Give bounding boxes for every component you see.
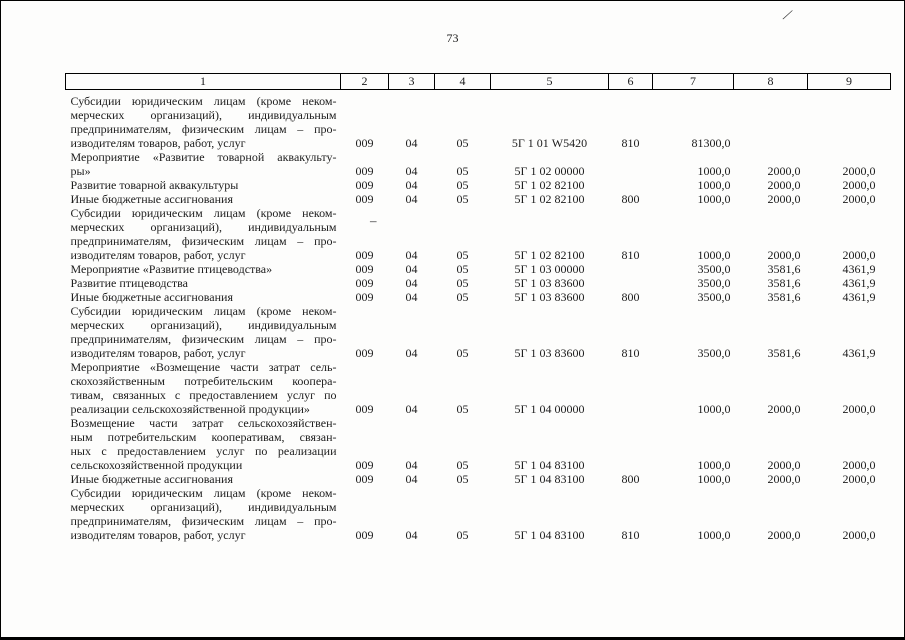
row-cell-col2: 009 bbox=[355, 248, 374, 262]
row-cell-col7: 1000,0 bbox=[697, 402, 731, 416]
row-cell-col5: 5Г 1 02 82100 bbox=[514, 178, 585, 192]
row-name-line: мерческих организаций), индивидуальным bbox=[70, 220, 337, 234]
column-header-4: 4 bbox=[435, 74, 491, 90]
table-row bbox=[66, 486, 891, 542]
row-cell-col4: 05 bbox=[456, 178, 469, 192]
column-header-5: 5 bbox=[491, 74, 609, 90]
row-cell-col3: 04 bbox=[405, 528, 418, 542]
row-cell-col6: 800 bbox=[621, 192, 640, 206]
row-cell-col7: 3500,0 bbox=[697, 290, 731, 304]
row-cell-col8: 2000,0 bbox=[767, 178, 801, 192]
column-header-1: 1 bbox=[66, 74, 341, 90]
row-name-line: Субсидии юридическим лицам (кроме неком- bbox=[70, 486, 337, 500]
row-cell-col6 bbox=[609, 178, 653, 192]
row-cell-col3: 04 bbox=[405, 276, 418, 290]
row-cell-col4: 05 bbox=[456, 528, 469, 542]
row-name-line: изводителям товаров, работ, услуг bbox=[70, 528, 246, 542]
row-cell-col9: 2000,0 bbox=[842, 402, 876, 416]
row-name-cell bbox=[66, 206, 341, 262]
row-name-line: Иные бюджетные ассигнования bbox=[70, 290, 233, 304]
row-cell-col4: 05 bbox=[456, 248, 469, 262]
row-cell-col7: 1000,0 bbox=[697, 164, 731, 178]
row-name-line: Развитие птицеводства bbox=[70, 276, 188, 290]
row-name-cell bbox=[66, 90, 341, 151]
row-cell-col6: 810 bbox=[621, 346, 640, 360]
row-name-line: предпринимателям, физическим лицам – про- bbox=[70, 122, 337, 136]
row-name-cell bbox=[66, 360, 341, 416]
row-name-cell bbox=[66, 472, 341, 486]
row-cell-col7: 1000,0 bbox=[697, 472, 731, 486]
row-cell-col9: 2000,0 bbox=[842, 248, 876, 262]
row-cell-col2: 009 bbox=[355, 262, 374, 276]
row-name-line: реализации сельскохозяйственной продукции» bbox=[70, 402, 310, 416]
table-row bbox=[66, 360, 891, 416]
column-header-8: 8 bbox=[734, 74, 808, 90]
row-cell-col7: 1000,0 bbox=[697, 458, 731, 472]
table-row bbox=[66, 304, 891, 360]
table-row bbox=[66, 472, 891, 486]
row-cell-col2: 009 bbox=[355, 164, 374, 178]
row-cell-col7: 1000,0 bbox=[697, 528, 731, 542]
row-cell-col8: 2000,0 bbox=[767, 248, 801, 262]
row-name-cell bbox=[66, 178, 341, 192]
row-cell-col9: 2000,0 bbox=[842, 458, 876, 472]
pen-tick-mark: ∕ bbox=[784, 6, 791, 25]
row-cell-col8: 3581,6 bbox=[767, 346, 801, 360]
row-name-line: предпринимателям, физическим лицам – про- bbox=[70, 514, 337, 528]
row-cell-col9: 2000,0 bbox=[842, 528, 876, 542]
row-cell-col7: 3500,0 bbox=[697, 262, 731, 276]
row-name-line: ных с предоставлением услуг по реализации bbox=[70, 444, 337, 458]
row-cell-col3: 04 bbox=[405, 178, 418, 192]
table-header-row bbox=[66, 74, 891, 90]
row-cell-col7: 1000,0 bbox=[697, 178, 731, 192]
row-cell-col5: 5Г 1 03 83600 bbox=[514, 290, 585, 304]
row-cell-col4: 05 bbox=[456, 164, 469, 178]
row-name-line: ры» bbox=[70, 164, 91, 178]
row-name-cell bbox=[66, 192, 341, 206]
row-name-cell bbox=[66, 486, 341, 542]
table-row bbox=[66, 206, 891, 262]
row-name-cell bbox=[66, 150, 341, 178]
row-cell-col5: 5Г 1 03 83600 bbox=[514, 346, 585, 360]
row-cell-col8: 2000,0 bbox=[767, 192, 801, 206]
row-cell-col3: 04 bbox=[405, 136, 418, 150]
row-name-line: Возмещение части затрат сельскохозяйствен- bbox=[70, 416, 337, 430]
row-name-cell bbox=[66, 290, 341, 304]
row-cell-col4: 05 bbox=[456, 290, 469, 304]
row-cell-col9: 4361,9 bbox=[842, 290, 876, 304]
row-name-line: мерческих организаций), индивидуальным bbox=[70, 108, 337, 122]
row-cell-col4: 05 bbox=[456, 472, 469, 486]
row-cell-col8: 3581,6 bbox=[767, 262, 801, 276]
row-name-cell bbox=[66, 276, 341, 290]
table-row bbox=[66, 262, 891, 276]
row-cell-col9: 2000,0 bbox=[842, 472, 876, 486]
row-cell-col4: 05 bbox=[456, 192, 469, 206]
row-cell-col9: 2000,0 bbox=[842, 178, 876, 192]
table-row bbox=[66, 276, 891, 290]
row-cell-col5: 5Г 1 02 00000 bbox=[514, 164, 585, 178]
row-cell-col2: 009 bbox=[355, 458, 374, 472]
row-cell-col8: 2000,0 bbox=[767, 528, 801, 542]
row-cell-col6 bbox=[609, 150, 653, 178]
row-cell-col5: 5Г 1 01 W5420 bbox=[511, 136, 588, 150]
row-cell-col8: 2000,0 bbox=[767, 472, 801, 486]
row-name-line: тивам, связанных с предоставлением услуг по bbox=[70, 388, 337, 402]
row-cell-col6: 800 bbox=[621, 472, 640, 486]
row-cell-col5: 5Г 1 04 83100 bbox=[514, 528, 585, 542]
row-name-line: мерческих организаций), индивидуальным bbox=[70, 500, 337, 514]
row-cell-col3: 04 bbox=[405, 290, 418, 304]
page-number: 73 bbox=[446, 31, 459, 45]
row-cell-col7: 3500,0 bbox=[697, 276, 731, 290]
row-cell-col2: 009 bbox=[355, 402, 374, 416]
table-header bbox=[66, 74, 891, 90]
row-cell-col3: 04 bbox=[405, 402, 418, 416]
row-name-line: Иные бюджетные ассигнования bbox=[70, 192, 233, 206]
row-cell-col9: 4361,9 bbox=[842, 346, 876, 360]
table-body bbox=[66, 90, 891, 543]
row-cell-col2: 009 bbox=[355, 178, 374, 192]
column-header-2: 2 bbox=[341, 74, 389, 90]
budget-table bbox=[65, 73, 891, 542]
row-name-cell bbox=[66, 262, 341, 276]
column-header-7: 7 bbox=[653, 74, 734, 90]
row-cell-col4: 05 bbox=[456, 402, 469, 416]
column-header-9: 9 bbox=[808, 74, 891, 90]
row-cell-col6: 810 bbox=[621, 248, 640, 262]
row-cell-col7: 81300,0 bbox=[691, 136, 731, 150]
row-cell-col2: 009 bbox=[355, 346, 374, 360]
row-name-line: сельскохозяйственной продукции bbox=[70, 458, 243, 472]
row-name-line: предпринимателям, физическим лицам – про- bbox=[70, 332, 337, 346]
row-cell-col8: 2000,0 bbox=[767, 458, 801, 472]
row-cell-col6 bbox=[609, 276, 653, 290]
row-cell-col9: 2000,0 bbox=[842, 164, 876, 178]
table-row bbox=[66, 178, 891, 192]
row-cell-col6 bbox=[609, 262, 653, 276]
row-cell-col5: 5Г 1 02 82100 bbox=[514, 192, 585, 206]
row-cell-col6 bbox=[609, 416, 653, 472]
row-name-line: изводителям товаров, работ, услуг bbox=[70, 346, 246, 360]
row-cell-col5: 5Г 1 02 82100 bbox=[514, 248, 585, 262]
row-cell-col8 bbox=[734, 90, 808, 151]
stray-dash-mark: – bbox=[370, 213, 377, 228]
table-row bbox=[66, 416, 891, 472]
row-cell-col6 bbox=[609, 360, 653, 416]
row-cell-col3: 04 bbox=[405, 346, 418, 360]
table-row bbox=[66, 90, 891, 151]
table-row bbox=[66, 290, 891, 304]
row-cell-col9 bbox=[808, 90, 891, 151]
row-cell-col2: 009 bbox=[355, 290, 374, 304]
row-cell-col3: 04 bbox=[405, 164, 418, 178]
row-cell-col4: 05 bbox=[456, 346, 469, 360]
row-cell-col4: 05 bbox=[456, 276, 469, 290]
row-name-line: мерческих организаций), индивидуальным bbox=[70, 318, 337, 332]
row-cell-col5: 5Г 1 03 00000 bbox=[514, 262, 585, 276]
row-cell-col4: 05 bbox=[456, 458, 469, 472]
row-name-line: Мероприятие «Развитие птицеводства» bbox=[70, 262, 273, 276]
row-cell-col4: 05 bbox=[456, 262, 469, 276]
row-cell-col3: 04 bbox=[405, 262, 418, 276]
row-cell-col3: 04 bbox=[405, 192, 418, 206]
table-row bbox=[66, 192, 891, 206]
row-cell-col8: 2000,0 bbox=[767, 402, 801, 416]
row-name-line: Субсидии юридическим лицам (кроме неком- bbox=[70, 206, 337, 220]
row-cell-col2: 009 bbox=[355, 136, 374, 150]
row-cell-col2: 009 bbox=[355, 276, 374, 290]
row-cell-col6: 810 bbox=[621, 528, 640, 542]
row-name-line: Мероприятие «Развитие товарной аквакульту- bbox=[70, 150, 337, 164]
row-name-line: Иные бюджетные ассигнования bbox=[70, 472, 233, 486]
row-cell-col5: 5Г 1 04 83100 bbox=[514, 472, 585, 486]
row-name-line: ным потребительским кооперативам, связан- bbox=[70, 430, 337, 444]
row-name-line: Мероприятие «Возмещение части затрат сель- bbox=[70, 360, 337, 374]
row-cell-col8: 2000,0 bbox=[767, 164, 801, 178]
row-name-line: Субсидии юридическим лицам (кроме неком- bbox=[70, 304, 337, 318]
row-name-cell bbox=[66, 304, 341, 360]
row-name-line: изводителям товаров, работ, услуг bbox=[70, 136, 246, 150]
row-cell-col9: 2000,0 bbox=[842, 192, 876, 206]
row-cell-col7: 3500,0 bbox=[697, 346, 731, 360]
row-cell-col8: 3581,6 bbox=[767, 290, 801, 304]
row-cell-col2: 009 bbox=[355, 192, 374, 206]
row-cell-col5: 5Г 1 04 83100 bbox=[514, 458, 585, 472]
row-cell-col6: 800 bbox=[621, 290, 640, 304]
row-name-line: Субсидии юридическим лицам (кроме неком- bbox=[70, 94, 337, 108]
row-cell-col6: 810 bbox=[621, 136, 640, 150]
table-row bbox=[66, 150, 891, 178]
row-cell-col5: 5Г 1 04 00000 bbox=[514, 402, 585, 416]
row-cell-col8: 3581,6 bbox=[767, 276, 801, 290]
row-cell-col9: 4361,9 bbox=[842, 276, 876, 290]
row-cell-col9: 4361,9 bbox=[842, 262, 876, 276]
column-header-6: 6 bbox=[609, 74, 653, 90]
row-cell-col5: 5Г 1 03 83600 bbox=[514, 276, 585, 290]
row-cell-col7: 1000,0 bbox=[697, 192, 731, 206]
row-cell-col2: 009 bbox=[355, 528, 374, 542]
row-cell-col2: 009 bbox=[355, 472, 374, 486]
row-name-line: Развитие товарной аквакультуры bbox=[70, 178, 239, 192]
row-cell-col3: 04 bbox=[405, 248, 418, 262]
row-name-line: изводителям товаров, работ, услуг bbox=[70, 248, 246, 262]
row-cell-col4: 05 bbox=[456, 136, 469, 150]
row-name-line: скохозяйственным потребительским коопера- bbox=[70, 374, 337, 388]
column-header-3: 3 bbox=[389, 74, 435, 90]
row-name-line: предпринимателям, физическим лицам – про- bbox=[70, 234, 337, 248]
row-cell-col7: 1000,0 bbox=[697, 248, 731, 262]
row-cell-col3: 04 bbox=[405, 472, 418, 486]
row-cell-col3: 04 bbox=[405, 458, 418, 472]
row-name-cell bbox=[66, 416, 341, 472]
